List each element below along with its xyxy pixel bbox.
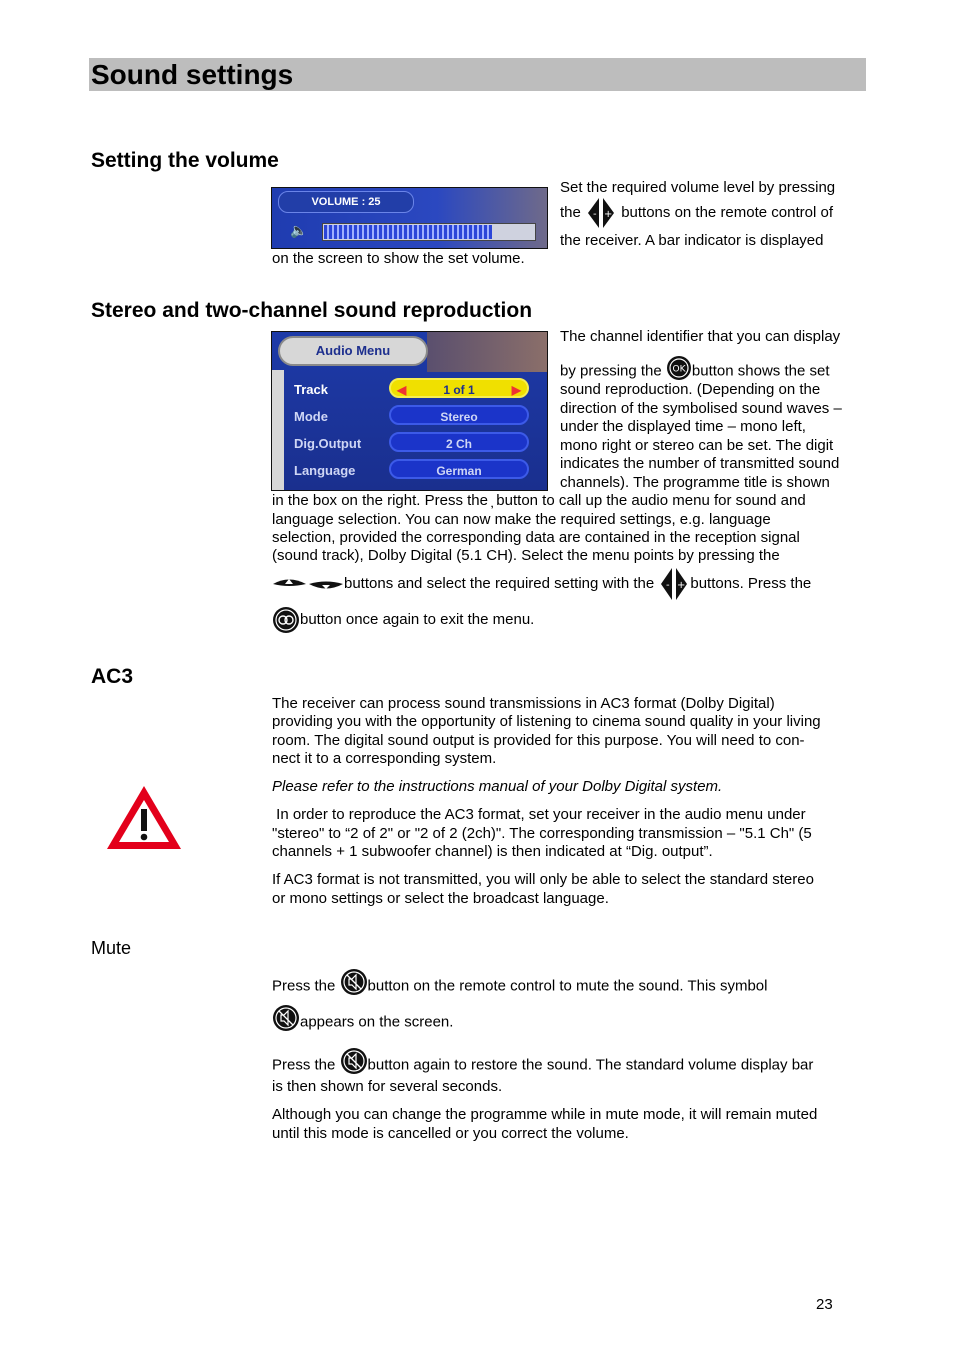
ac3-heading: AC3 bbox=[91, 665, 134, 688]
stereo-full-line-4: (sound track), Dolby Digital (5.1 CH). Select the menu points by pressing the bbox=[272, 547, 780, 564]
stereo-full-line-3: selection, provided the corresponding data are contained in the reception signal bbox=[272, 529, 800, 546]
menu-label-mode: Mode bbox=[294, 409, 328, 424]
stereo-right-line-4: under the displayed time – mono left, bbox=[560, 418, 806, 435]
warning-triangle-icon bbox=[104, 782, 184, 852]
stereo-right-line-2: sound reproduction. (Depending on the bbox=[560, 381, 821, 398]
mute-line-3-post: button again to restore the sound. The standard volume display bar bbox=[367, 1056, 814, 1074]
volume-line-2-post: buttons on the remote control of bbox=[617, 203, 833, 221]
page-title: Sound settings bbox=[91, 59, 294, 90]
mute-line-6: until this mode is cancelled or you correct the volume. bbox=[272, 1125, 629, 1142]
volume-line-4: on the screen to show the set volume. bbox=[272, 250, 525, 267]
mute-line-1 bbox=[272, 968, 767, 998]
stereo-full-line-2: language selection. You can now make the required settings, e.g. language bbox=[272, 511, 771, 528]
ac3-para1-line-4: nect it to a corresponding system. bbox=[272, 750, 497, 767]
audio-menu-title: Audio Menu bbox=[278, 336, 428, 366]
menu-value-mode[interactable]: Stereo bbox=[389, 405, 529, 425]
mute-symbol-icon bbox=[272, 1004, 300, 1032]
svg-text:+: + bbox=[604, 209, 613, 220]
speaker-icon: 🔈 bbox=[290, 222, 308, 238]
stereo-right-line-1: The channel identifier that you can display bbox=[560, 328, 841, 345]
mute-line-4: is then shown for several seconds. bbox=[272, 1078, 503, 1095]
stereo-heading: Stereo and two-channel sound reproduction bbox=[91, 299, 533, 322]
volume-bar-track bbox=[322, 223, 536, 241]
chevron-right-icon: ▶ bbox=[511, 383, 521, 397]
menu-value-dig-output[interactable]: 2 Ch bbox=[389, 432, 529, 452]
stereo-right-line-6: indicates the number of transmitted sound bbox=[560, 455, 840, 472]
up-down-buttons-icon bbox=[272, 575, 344, 593]
svg-text:-: - bbox=[666, 580, 670, 591]
volume-osd-label: VOLUME : 25 bbox=[278, 191, 414, 213]
ac3-para2-line-1: In order to reproduce the AC3 format, set your receiver in the audio menu under bbox=[272, 806, 806, 823]
volume-line-3: the receiver. A bar indicator is displayed bbox=[560, 232, 824, 249]
stereo-nav-line bbox=[272, 566, 811, 602]
volume-line-1: Set the required volume level by pressing bbox=[560, 179, 836, 196]
stereo-exit-line bbox=[272, 606, 534, 636]
stereo-right-line-3: direction of the symbolised sound waves – bbox=[560, 400, 842, 417]
audio-button-icon bbox=[272, 606, 300, 634]
svg-text:OK: OK bbox=[672, 364, 686, 375]
stereo-full-line-1: in the box on the right. Press the ̦ button to call up the audio menu for sound and bbox=[272, 492, 806, 509]
volume-line-2-pre: the bbox=[560, 203, 581, 221]
mute-button-icon-2 bbox=[340, 1047, 368, 1075]
stereo-press-pre: by pressing the bbox=[560, 362, 666, 380]
svg-text:+: + bbox=[677, 580, 686, 591]
mute-line-1-post: button on the remote control to mute the sound. This symbol bbox=[367, 977, 768, 995]
stereo-right-line-5: mono right or stereo can be set. The digit bbox=[560, 437, 834, 454]
ac3-para2-line-2: "stereo" to “2 of 2" or "2 of 2 (2ch)". The corresponding transmission – "5.1 Ch" (5 bbox=[272, 825, 812, 842]
ok-button-icon bbox=[666, 355, 692, 381]
mute-line-2 bbox=[272, 1004, 453, 1034]
volume-osd-image bbox=[271, 187, 548, 249]
chevron-left-icon: ◀ bbox=[397, 383, 407, 397]
stereo-press-ok-line bbox=[560, 355, 830, 381]
svg-text:-: - bbox=[593, 209, 597, 220]
menu-label-track: Track bbox=[294, 382, 328, 397]
mute-line-2-post: appears on the screen. bbox=[300, 1013, 454, 1031]
stereo-press-post: button shows the set bbox=[691, 362, 830, 380]
menu-value-track-text: 1 of 1 bbox=[443, 383, 475, 397]
stereo-nav-post: buttons. Press the bbox=[690, 574, 812, 592]
mute-line-3 bbox=[272, 1047, 813, 1077]
stereo-exit-text: button once again to exit the menu. bbox=[300, 610, 535, 628]
mute-line-3-pre: Press the bbox=[272, 1056, 340, 1074]
menu-label-dig-output: Dig.Output bbox=[294, 436, 362, 451]
volume-line-2 bbox=[560, 196, 833, 232]
volume-bar-fill bbox=[324, 225, 492, 239]
ac3-note: Please refer to the instructions manual of your Dolby Digital system. bbox=[272, 778, 723, 795]
ac3-para1-line-2: providing you with the opportunity of listening to cinema sound quality in your living bbox=[272, 713, 821, 730]
mute-button-icon bbox=[340, 968, 368, 996]
mute-line-1-pre: Press the bbox=[272, 977, 340, 995]
menu-value-track[interactable] bbox=[389, 378, 529, 398]
stereo-nav-mid: buttons and select the required setting with the bbox=[344, 574, 659, 592]
page-number: 23 bbox=[816, 1296, 833, 1313]
ac3-para1-line-3: room. The digital sound output is provided for this purpose. You will need to con- bbox=[272, 732, 805, 749]
mute-heading: Mute bbox=[91, 938, 132, 958]
left-right-buttons-icon bbox=[658, 566, 690, 602]
stereo-right-line-7: channels). The programme title is shown bbox=[560, 474, 830, 491]
mute-line-5: Although you can change the programme while in mute mode, it will remain muted bbox=[272, 1106, 818, 1123]
ac3-para2-line-3: channels + 1 subwoofer channel) is then indicated at “Dig. output”. bbox=[272, 843, 713, 860]
volume-left-right-buttons-icon bbox=[585, 196, 617, 230]
ac3-para3-line-1: If AC3 format is not transmitted, you will only be able to select the standard stereo bbox=[272, 871, 814, 888]
page-title-bar bbox=[89, 58, 866, 91]
menu-value-language[interactable]: German bbox=[389, 459, 529, 479]
ac3-para3-line-2: or mono settings or select the broadcast language. bbox=[272, 890, 609, 907]
volume-heading: Setting the volume bbox=[91, 149, 279, 172]
audio-menu-image bbox=[271, 331, 548, 491]
menu-label-language: Language bbox=[294, 463, 356, 478]
ac3-para1-line-1: The receiver can process sound transmissions in AC3 format (Dolby Digital) bbox=[272, 695, 775, 712]
